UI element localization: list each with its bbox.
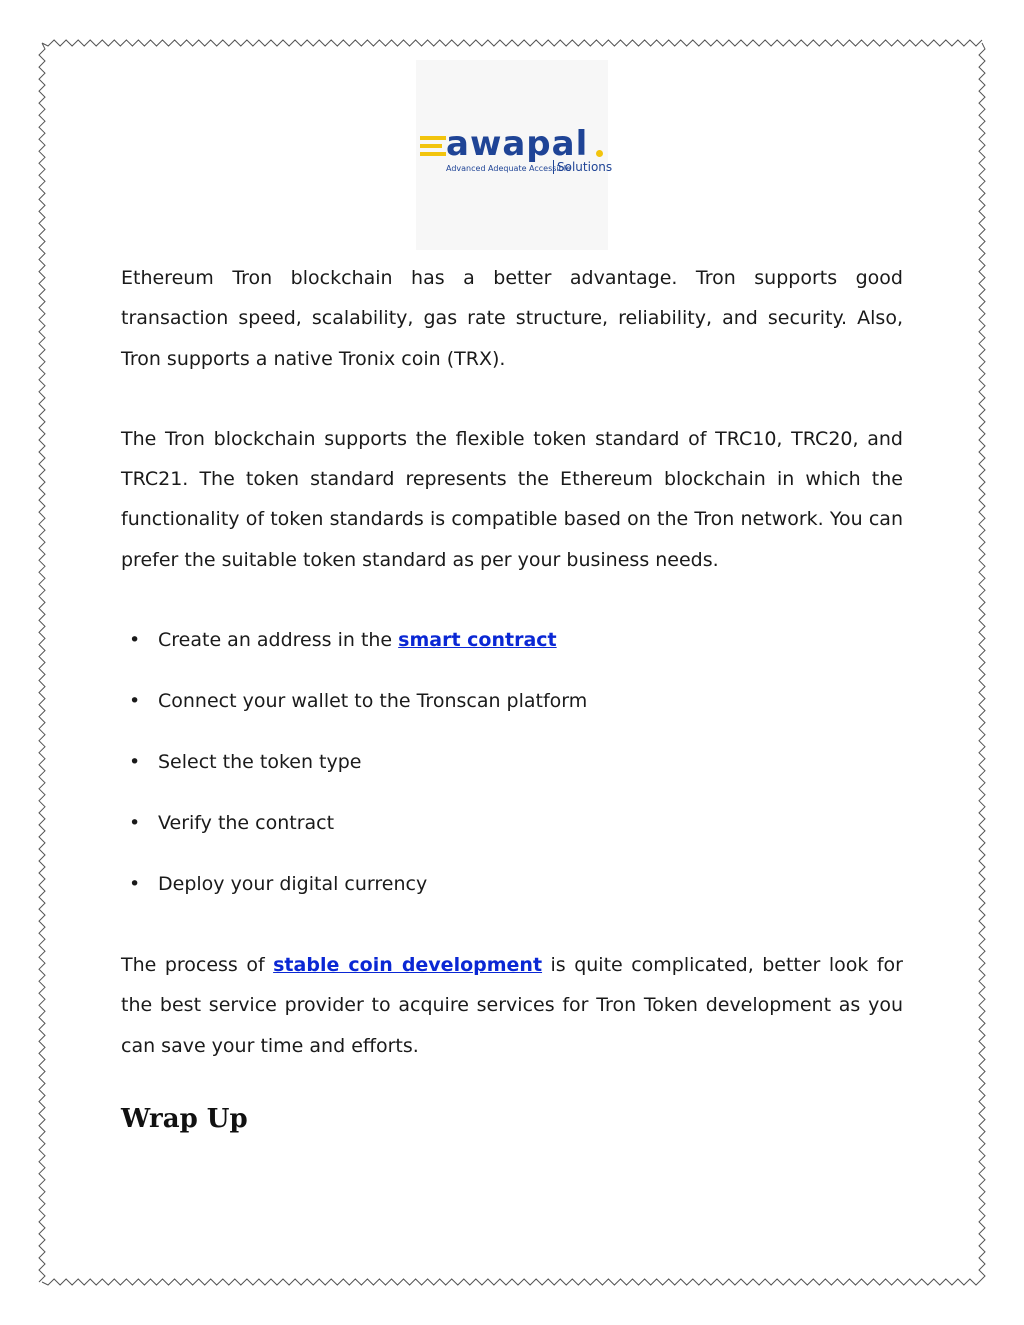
logo-bars-icon [420, 136, 446, 156]
company-logo [416, 60, 613, 250]
step-text: Verify the contract [158, 812, 335, 835]
step-text: Connect your wallet to the Tronscan platform [158, 690, 588, 713]
list-item [121, 803, 903, 864]
logo-dot-icon [596, 150, 603, 157]
smart-contract-link[interactable]: smart contract [398, 629, 557, 652]
list-item [121, 742, 903, 803]
list-item [121, 681, 903, 742]
intro-paragraph: Ethereum Tron blockchain has a better advantage. Tron supports good transaction speed, scalability, gas rate structure, reliability, and security. Also, Tron supports a native Tronix coin (TRX). [121, 267, 903, 370]
list-item [121, 620, 903, 681]
logo-solutions: Solutions [553, 160, 612, 174]
logo-tagline: Advanced Adequate Accessible [446, 164, 571, 173]
steps-list [121, 620, 903, 925]
token-standards-paragraph: The Tron blockchain supports the flexible token standard of TRC10, TRC20, and TRC21. The token standard represents the Ethereum blockchain in which the functionality of token standards is compatible based on the Tron network. You can prefer the suitable token standard as per your business needs. [121, 427, 903, 571]
step-text: Create an address in the [158, 629, 399, 652]
bullet-icon: • [129, 690, 141, 713]
stable-coin-development-link[interactable]: stable coin development [273, 954, 543, 977]
wrap-up-heading: Wrap Up [121, 1104, 248, 1134]
closing-suffix: is quite complicated, better look for the best service provider to acquire services for Tron Token development as you can save your time and efforts. [121, 954, 903, 1057]
closing-prefix: The process of [121, 954, 274, 977]
bullet-icon: • [129, 812, 141, 835]
step-text: Deploy your digital currency [158, 873, 428, 896]
closing-paragraph [121, 945, 903, 1066]
list-item [121, 864, 903, 925]
bullet-icon: • [129, 751, 141, 774]
logo-wordmark: awapal [446, 124, 589, 164]
document-body [121, 258, 903, 1106]
bullet-icon: • [129, 873, 141, 896]
step-text: Select the token type [158, 751, 362, 774]
bullet-icon: • [129, 629, 141, 652]
